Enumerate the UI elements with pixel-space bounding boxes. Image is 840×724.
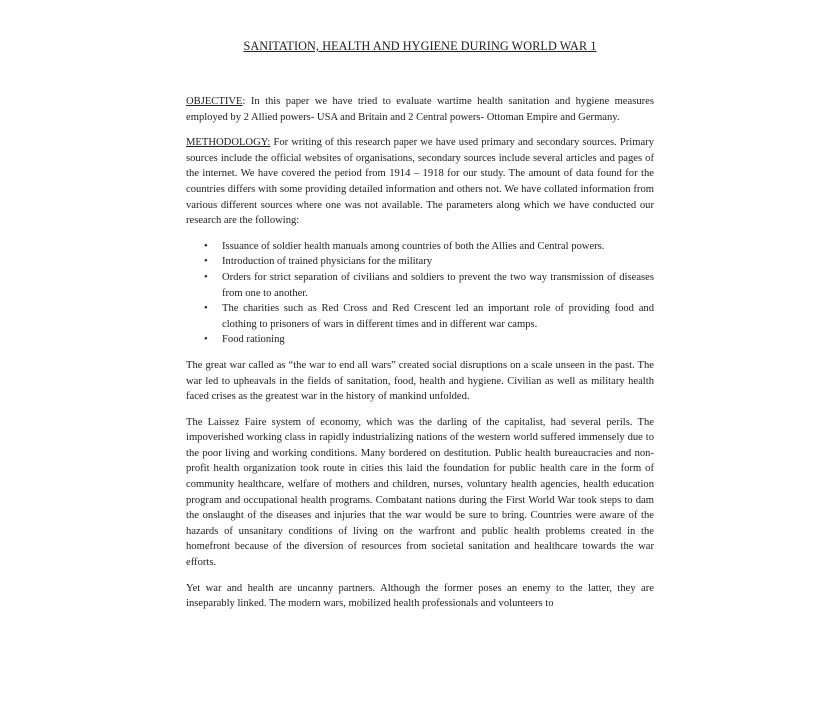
- list-item: [204, 270, 654, 301]
- methodology-text: For writing of this research paper we have used primary and secondary sources. Primary sources include the official websites of organisations, secondary sources include several articles and pages of the internet. We have covered the period from 1914 – 1918 for our study. The amount of data found for the countries differs with some providing detailed information and others not. We have collated information from various different sources where one was not available. The parameters along which we have conducted our research are the following:: [186, 137, 654, 227]
- methodology-label: METHODOLOGY:: [186, 137, 271, 149]
- methodology-paragraph: [186, 135, 654, 229]
- bullet-icon: •: [204, 303, 208, 315]
- objective-text: : In this paper we have tried to evaluate wartime health sanitation and hygiene measures employed by 2 Allied powers- USA and Britain and 2 Central powers- Ottoman Empire and Germany.: [186, 96, 654, 123]
- document-page: [186, 36, 654, 622]
- list-item: [204, 332, 654, 348]
- list-item-text: Issuance of soldier health manuals among countries of both the Allies and Central powers.: [222, 240, 605, 252]
- list-item-text: The charities such as Red Cross and Red Crescent led an important role of providing food and clothing to prisoners of wars in different times and in different war camps.: [222, 303, 654, 330]
- list-item-text: Introduction of trained physicians for the military: [222, 256, 433, 268]
- list-item: [204, 254, 654, 270]
- list-item: [204, 239, 654, 255]
- bullet-icon: •: [204, 334, 208, 346]
- list-item: [204, 301, 654, 332]
- parameters-list: [186, 239, 654, 348]
- bullet-icon: •: [204, 256, 208, 268]
- body-paragraph: The great war called as “the war to end all wars” created social disruptions on a scale unseen in the past. The war led to upheavals in the fields of sanitation, food, health and hygiene. Civilian as well as military health faced crises as the greatest war in the history of mankind unfolded.: [186, 359, 654, 403]
- objective-paragraph: [186, 94, 654, 125]
- body-paragraph: The Laissez Faire system of economy, which was the darling of the capitalist, had several perils. The impoverished working class in rapidly industrializing nations of the western world suffered immensely due to the poor living and working conditions. Many bordered on destitution. Public health bureaucracies and non-profit health organization took route in cities this laid the foundation for public health care in the form of community healthcare, welfare of mothers and children, nurses, voluntary health agencies, health education program and occupational health programs. Combatant nations during the First World War took steps to dam the onslaught of the diseases and injuries that the war would be sure to bring. Countries were aware of the hazards of unsanitary conditions of living on the warfront and public health problems created in the homefront because of the diversion of resources from societal sanitation and healthcare towards the war efforts.: [186, 416, 654, 569]
- body-paragraph: Yet war and health are uncanny partners. Although the former poses an enemy to the latter, they are inseparably linked. The modern wars, mobilized health professionals and volunteers to: [186, 582, 654, 610]
- list-item-text: Food rationing: [222, 334, 285, 346]
- bullet-icon: •: [204, 271, 208, 283]
- objective-label: OBJECTIVE: [186, 96, 243, 107]
- document-title: SANITATION, HEALTH AND HYGIENE DURING WORLD WAR 1: [243, 39, 597, 53]
- list-item-text: Orders for strict separation of civilians and soldiers to prevent the two way transmission of diseases from one to another.: [222, 271, 654, 299]
- bullet-icon: •: [204, 240, 208, 252]
